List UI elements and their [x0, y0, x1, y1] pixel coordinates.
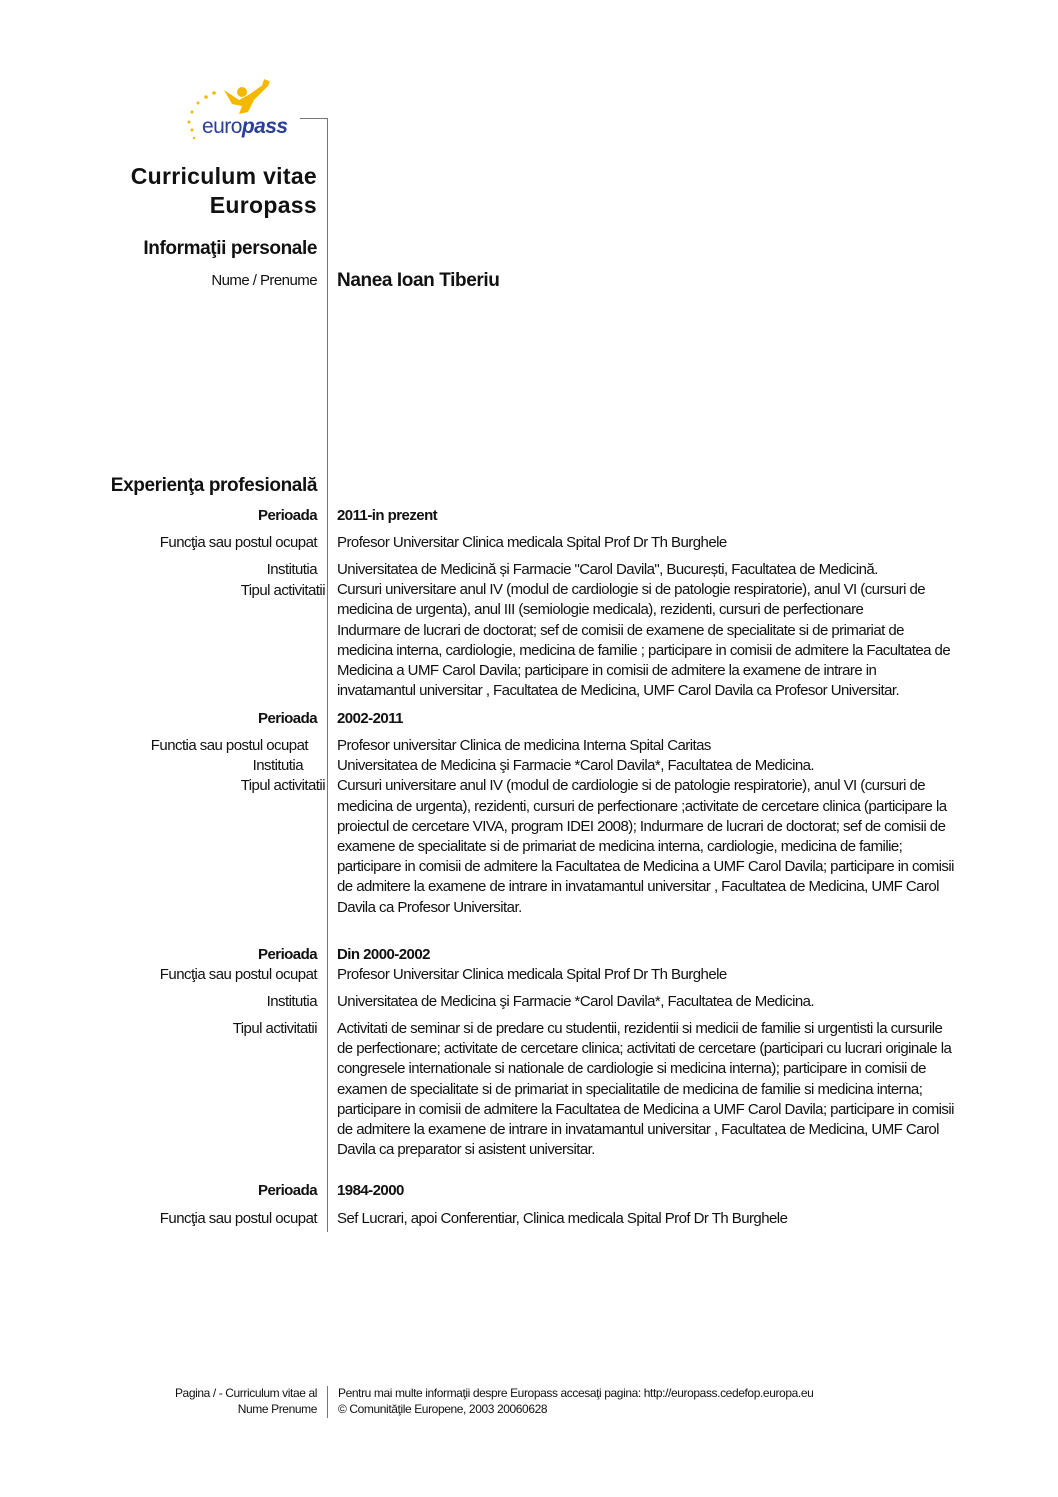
- europass-logo: [184, 78, 304, 144]
- period-value: 2011-in prezent: [337, 507, 438, 524]
- title-line-1: Curriculum vitae: [130, 163, 317, 189]
- period-label: Perioada: [258, 507, 317, 524]
- activity-line: Davila ca preparator si asistent universitar.: [337, 1141, 595, 1159]
- experience-heading: Experienţa profesională: [110, 475, 317, 496]
- institution-label: Institutia: [252, 757, 303, 774]
- activity-line: congresele internationale si nationale de cardiologie si medicina interna); participare in comisii de: [337, 1060, 926, 1078]
- activity-line: examene de specialitate si de primariat de medicina interna, cardiologie, medicina de familie;: [337, 838, 903, 856]
- activity-label: Tipul activitatii: [240, 582, 325, 599]
- function-label: Funcţia sau postul ocupat: [159, 1210, 317, 1227]
- cv-title: [131, 162, 317, 220]
- footer-right: [338, 1385, 813, 1417]
- institution-label: Institutia: [266, 993, 317, 1010]
- activity-line: Indurmare de lucrari de doctorat; sef de comisii de examene de specialitate si de primariat de: [337, 621, 904, 639]
- period-label: Perioada: [258, 710, 317, 727]
- footer-page-label: Pagina / - Curriculum vitae al: [174, 1386, 317, 1400]
- function-label: Functia sau postul ocupat: [150, 737, 308, 754]
- activity-line: invatamantul universitar , Facultatea de Medicina, UMF Carol Davila ca Profesor Universitar.: [337, 682, 900, 700]
- period-value: 2002-2011: [337, 710, 403, 727]
- activity-line: medicina de urgenta), anul III (semiologie medicala), rezidenti, cursuri de perfectionare: [337, 601, 864, 619]
- title-line-2: Europass: [209, 192, 317, 218]
- entry-details: [337, 736, 954, 918]
- svg-text:europass: europass: [202, 115, 288, 138]
- activity-line: Medicina a UMF Carol Davila; participare in comisii de admitere la examene de intrare in: [337, 662, 877, 680]
- activity-line: participare in comisii de admitere la Facultatea de Medicina a UMF Carol Davila; participare in comisii: [337, 1100, 954, 1118]
- institution-value: Universitatea de Medicina şi Farmacie *Carol Davila*, Facultatea de Medicina.: [337, 757, 815, 775]
- activity-line: de admitere la examene de intrare in invatamantul universitar , Facultatea de Medicina, UMF Carol: [337, 878, 939, 896]
- footer-copyright: © Comunităţile Europene, 2003 20060628: [338, 1402, 548, 1416]
- footer-info: Pentru mai multe informaţii despre Europass accesaţi pagina: http://europass.cedefop.europa.eu: [338, 1386, 814, 1400]
- personal-heading: Informaţii personale: [143, 238, 317, 259]
- footer-name: Nume Prenume: [237, 1402, 317, 1416]
- period-value: Din 2000-2002: [337, 946, 430, 963]
- institution-label: Institutia: [266, 561, 317, 578]
- activity-line: de perfectionare; activitate de cercetare clinica; activitati de cercetare (participari cu lucrari originale la: [337, 1040, 952, 1058]
- name-value: Nanea Ioan Tiberiu: [337, 270, 500, 291]
- function-value: Profesor universitar Clinica de medicina Interna Spital Caritas: [337, 737, 711, 754]
- function-value: Profesor Universitar Clinica medicala Spital Prof Dr Th Burghele: [337, 966, 727, 983]
- function-label: Funcţia sau postul ocupat: [159, 966, 317, 983]
- institution-value: Universitatea de Medicină și Farmacie "Carol Davila", București, Facultatea de Medicină.: [337, 561, 878, 578]
- footer-divider: [327, 1386, 328, 1418]
- entry-details: [337, 560, 950, 701]
- institution-value: Universitatea de Medicina şi Farmacie *Carol Davila*, Facultatea de Medicina.: [337, 993, 815, 1010]
- activity-line: de admitere la examene de intrare in invatamantul universitar , Facultatea de Medicina, UMF Carol: [337, 1121, 939, 1139]
- period-value: 1984-2000: [337, 1182, 404, 1199]
- activity-line: Activitati de seminar si de predare cu studentii, rezidentii si medicii de familie si urgentisti la cursurile: [337, 1020, 943, 1037]
- activity-line: Davila ca Profesor Universitar.: [337, 898, 522, 916]
- period-label: Perioada: [258, 946, 317, 963]
- name-label: Nume / Prenume: [211, 272, 317, 289]
- activity-line: proiectul de cercetare VIVA, program IDEI 2008); Indurmare de lucrari de doctorat; sef de comisii de: [337, 817, 946, 835]
- activity-line: medicina de urgenta), rezidenti, cursuri de perfectionare ;activitate de cercetare clinica (participare la: [337, 797, 947, 815]
- activity-line: Cursuri universitare anul IV (modul de cardiologie si de patologie respiratorie), anul VI (cursuri de: [337, 581, 926, 599]
- activity-text: [337, 1019, 954, 1160]
- activity-label: Tipul activitatii: [240, 777, 325, 794]
- function-value: Profesor Universitar Clinica medicala Spital Prof Dr Th Burghele: [337, 534, 727, 551]
- activity-line: examen de specialitate si de primariat in specialitatile de medicina de familie si medicina interna;: [337, 1080, 923, 1098]
- activity-line: Cursuri universitare anul IV (modul de cardiologie si de patologie respiratorie), anul VI (cursuri de: [337, 777, 926, 795]
- footer-left: [175, 1385, 317, 1417]
- activity-line: medicina interna, cardiologie, medicina de familie ; participare in comisii de admitere la Facultatea de: [337, 641, 951, 659]
- function-label: Funcţia sau postul ocupat: [159, 534, 317, 551]
- period-label: Perioada: [258, 1182, 317, 1199]
- function-value: Sef Lucrari, apoi Conferentiar, Clinica medicala Spital Prof Dr Th Burghele: [337, 1210, 788, 1227]
- activity-line: participare in comisii de admitere la Facultatea de Medicina a UMF Carol Davila; participare in comisii: [337, 858, 954, 876]
- header-rule: [300, 118, 328, 119]
- activity-label: Tipul activitatii: [232, 1020, 317, 1037]
- column-divider: [327, 118, 328, 1232]
